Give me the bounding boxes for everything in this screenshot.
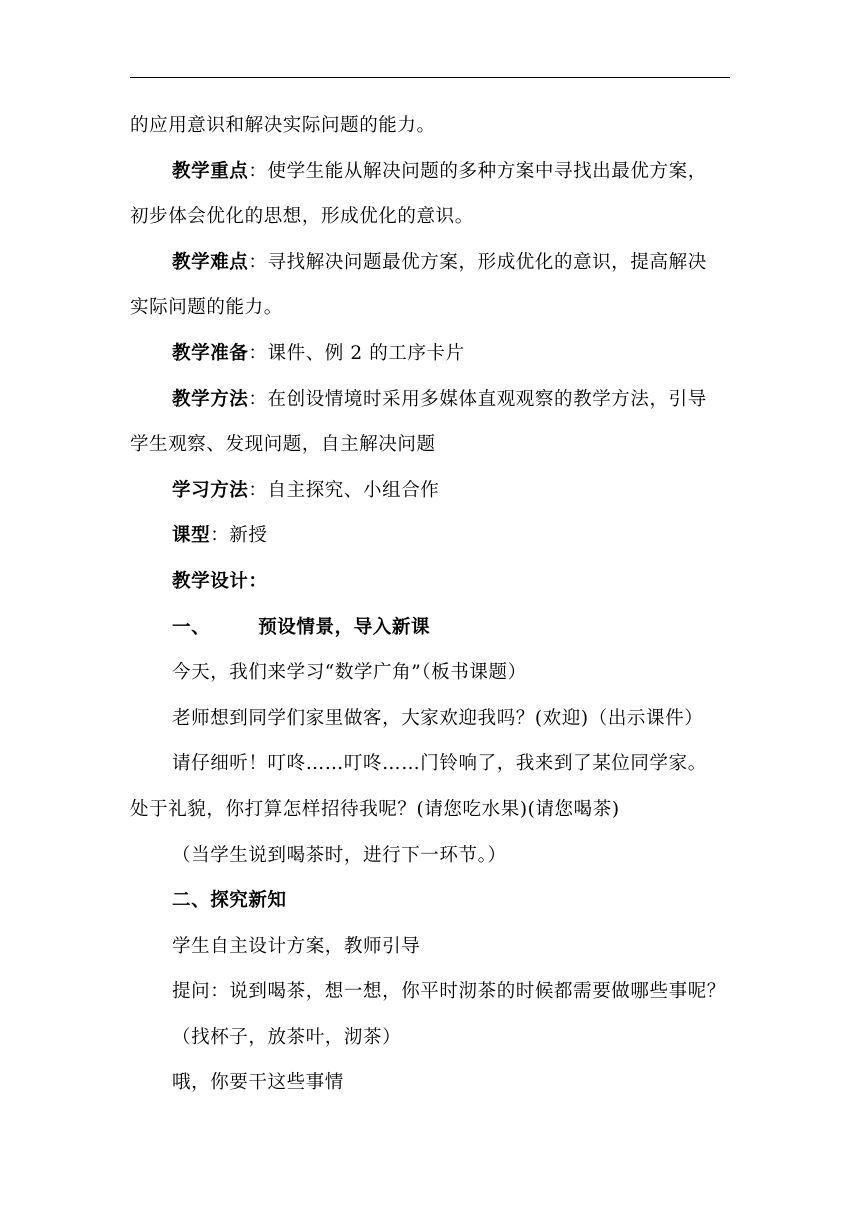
section-one-heading — [130, 605, 732, 651]
label-lesson-type: 课型 — [172, 525, 211, 547]
text: 今天，我们来学习“数学广角”（板书课题） — [172, 662, 527, 684]
text: （当学生说到喝茶时，进行下一环节。） — [172, 844, 507, 866]
text: ：在创设情境时采用多媒体直观观察的教学方法，引导 — [248, 388, 707, 410]
text: 请仔细听！叮咚……叮咚……门铃响了，我来到了某位同学家。 — [172, 753, 707, 775]
label-teaching-preparation: 教学准备 — [172, 342, 249, 364]
paragraph-line — [130, 650, 732, 696]
study-method — [130, 468, 732, 514]
paragraph-line — [130, 194, 732, 240]
label-teaching-difficulty: 教学难点 — [172, 251, 249, 273]
paragraph-line — [130, 103, 732, 149]
paragraph-line — [130, 1015, 732, 1061]
label-teaching-method: 教学方法 — [172, 388, 249, 410]
teaching-design-heading — [130, 559, 732, 605]
section-title: 预设情景，导入新课 — [258, 616, 431, 638]
teaching-method — [130, 377, 732, 423]
paragraph-line — [130, 422, 732, 468]
text: 初步体会优化的思想，形成优化的意识。 — [130, 206, 474, 228]
paragraph-line — [130, 741, 732, 787]
text: ：课件、例 2 的工序卡片 — [248, 342, 465, 364]
text: 提问：说到喝茶，想一想，你平时沏茶的时候都需要做哪些事呢？ — [172, 981, 726, 1003]
paragraph-line — [130, 969, 732, 1015]
teaching-preparation — [130, 331, 732, 377]
label-teaching-focus: 教学重点 — [172, 160, 249, 182]
text: 二、探究新知 — [172, 890, 287, 912]
text: 教学设计： — [172, 570, 268, 592]
teaching-focus — [130, 149, 732, 195]
teaching-difficulty — [130, 240, 732, 286]
section-number: 一、 — [172, 616, 211, 638]
paragraph-line — [130, 787, 732, 833]
paragraph-line — [130, 924, 732, 970]
text: ：使学生能从解决问题的多种方案中寻找出最优方案， — [248, 160, 707, 182]
paragraph-line — [130, 285, 732, 331]
section-two-heading — [130, 878, 732, 924]
paragraph-line — [130, 696, 732, 742]
paragraph-line — [130, 1060, 732, 1106]
label-study-method: 学习方法 — [172, 479, 249, 501]
text: 哦，你要干这些事情 — [172, 1072, 344, 1094]
text: 处于礼貌，你打算怎样招待我呢？(请您吃水果)(请您喝茶) — [130, 798, 620, 820]
text: ：寻找解决问题最优方案，形成优化的意识，提高解决 — [248, 251, 707, 273]
paragraph-line — [130, 833, 732, 879]
text: ：新授 — [210, 525, 268, 547]
text: ：自主探究、小组合作 — [248, 479, 440, 501]
document-body — [130, 103, 732, 1106]
text: 的应用意识和解决实际问题的能力。 — [130, 115, 436, 136]
text: 学生自主设计方案，教师引导 — [172, 935, 421, 957]
text: 实际问题的能力。 — [130, 297, 283, 319]
text: 老师想到同学们家里做客，大家欢迎我吗？(欢迎)（出示课件） — [172, 707, 704, 729]
lesson-type — [130, 513, 732, 559]
text: 学生观察、发现问题，自主解决问题 — [130, 434, 436, 456]
text: （找杯子，放茶叶，沏茶） — [172, 1026, 402, 1048]
header-rule — [130, 77, 730, 78]
